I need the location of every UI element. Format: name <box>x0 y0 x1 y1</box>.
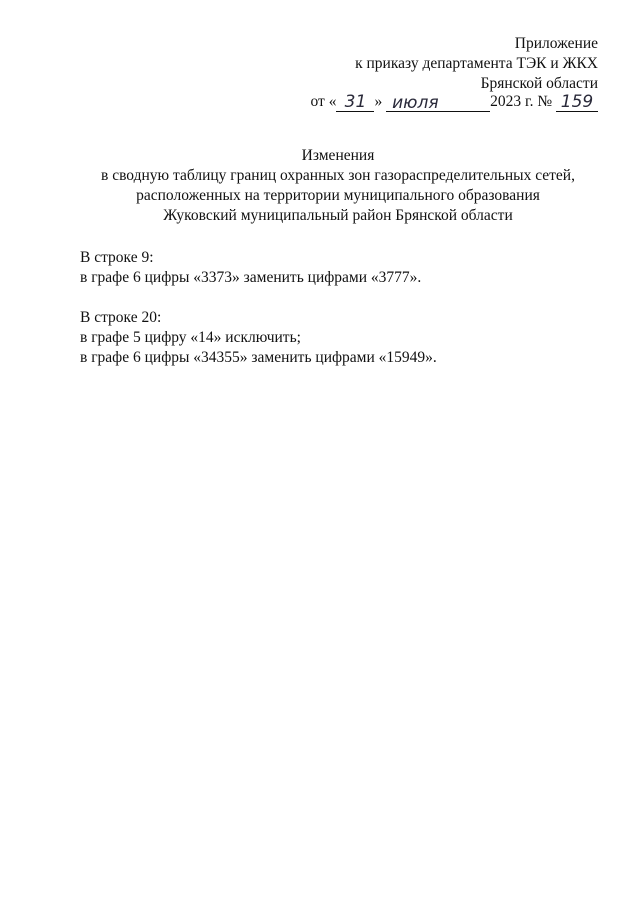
region-name: Брянской области <box>480 75 598 92</box>
title-line-4: Жуковский муниципальный район Брянской области <box>163 207 513 224</box>
row-20-change-1: в графе 5 цифру «14» исключить; <box>80 329 301 346</box>
title-line-3: расположенных на территории муниципального образования <box>136 187 540 204</box>
row-9-change-1: в графе 6 цифры «3373» заменить цифрами «3777». <box>80 269 422 286</box>
title-line-1: Изменения <box>301 147 375 164</box>
order-reference: к приказу департамента ТЭК и ЖКХ <box>355 55 598 72</box>
changes-body <box>80 248 437 368</box>
document-title <box>0 146 640 226</box>
title-line-2: в сводную таблицу границ охранных зон газораспределительных сетей, <box>101 167 575 184</box>
order-date-number-line <box>311 92 598 112</box>
order-day-handwritten: 31 <box>336 93 374 112</box>
row-9-heading: В строке 9: <box>80 249 154 266</box>
order-number-handwritten: 159 <box>556 93 598 112</box>
appendix-header <box>355 34 598 94</box>
order-month-handwritten: июля <box>386 94 490 112</box>
order-year-label: 2023 г. № <box>490 93 553 110</box>
order-close-quote: » <box>374 93 383 110</box>
order-from-label: от « <box>310 93 337 110</box>
appendix-label: Приложение <box>514 35 598 52</box>
paragraph-gap <box>80 288 437 308</box>
row-20-heading: В строке 20: <box>80 309 162 326</box>
row-20-change-2: в графе 6 цифры «34355» заменить цифрами «15949». <box>80 349 437 366</box>
